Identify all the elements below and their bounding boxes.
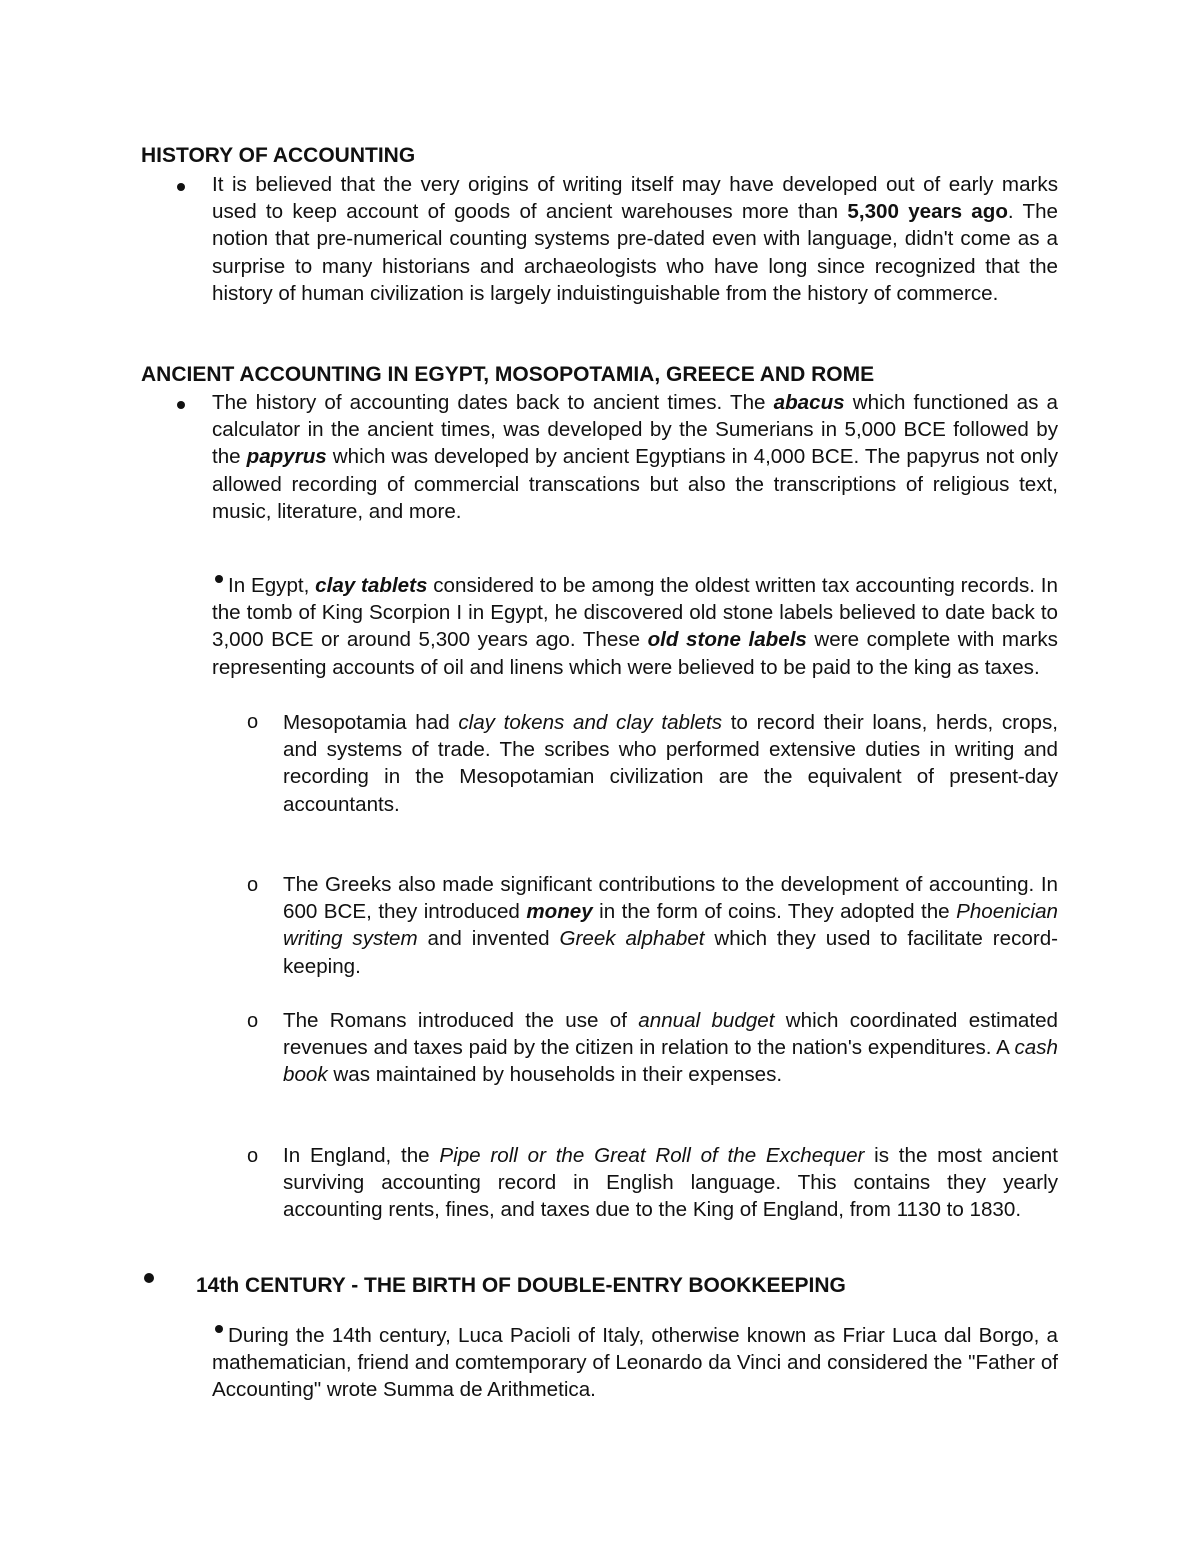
heading-14th-century: 14th CENTURY - THE BIRTH OF DOUBLE-ENTRY BOOKKEEPING — [196, 1274, 846, 1297]
heading-history-of-accounting: HISTORY OF ACCOUNTING — [141, 144, 416, 167]
sub-bullet-icon: o — [247, 1145, 259, 1167]
paragraph-egypt-clay-tablets: In Egypt, clay tablets considered to be among the oldest written tax accounting records. In the tomb of King Scorpion I in Egypt, he discovered old stone labels believed to date back to 3,000 BCE or around 5,300 years ago. These old stone labels were complete with marks representing accounts of oil and linens which were believed to be paid to the king as taxes. — [212, 574, 1058, 679]
bullet-icon — [177, 183, 185, 191]
paragraph-romans: The Romans introduced the use of annual budget which coordinated estimated revenues and taxes paid by the citizen in relation to the nation's expenditures. A cash book was maintained by households in their expenses. — [283, 1009, 1058, 1087]
sub-bullet-icon: o — [247, 711, 259, 733]
sub-bullet-icon: o — [247, 1010, 259, 1032]
paragraph-england: In England, the Pipe roll or the Great Roll of the Exchequer is the most ancient surviving accounting record in English language. This contains they yearly accounting rents, fines, and taxes due to the King of England, from 1130 to 1830. — [283, 1144, 1058, 1222]
heading-ancient-accounting: ANCIENT ACCOUNTING IN EGYPT, MOSOPOTAMIA, GREECE AND ROME — [141, 363, 875, 386]
sub-bullet-icon: o — [247, 874, 259, 896]
paragraph-history-origins: It is believed that the very origins of writing itself may have developed out of early marks used to keep account of goods of ancient warehouses more than 5,300 years ago. The notion that pre-numerical counting systems pre-dated even with language, didn't come as a surprise to many historians and archaeologists who have long since recognized that the history of human civilization is largely induistinguishable from the history of commerce. — [212, 173, 1059, 305]
bullet-icon — [177, 401, 185, 409]
paragraph-abacus-papyrus: The history of accounting dates back to ancient times. The abacus which functioned as a calculator in the ancient times, was developed by the Sumerians in 5,000 BCE followed by the papyrus which was developed by ancient Egyptians in 4,000 BCE. The papyrus not only allowed recording of commercial transcations but also the transcriptions of religious text, music, literature, and more. — [212, 391, 1058, 523]
paragraph-luca-pacioli: During the 14th century, Luca Pacioli of Italy, otherwise known as Friar Luca dal Borgo, a mathematician, friend and comtemporary of Leonardo da Vinci and considered the "Father of Accounting" wrote Summa de Arithmetica. — [212, 1324, 1058, 1402]
paragraph-greeks: The Greeks also made significant contributions to the development of accounting. In 600 BCE, they introduced money in the form of coins. They adopted the Phoenician writing system and invented Greek alphabet which they used to facilitate record-keeping. — [283, 873, 1059, 978]
bullet-icon — [144, 1273, 154, 1283]
paragraph-mesopotamia: Mesopotamia had clay tokens and clay tablets to record their loans, herds, crops, and systems of trade. The scribes who performed extensive duties in writing and recording in the Mesopotamian civilization are the equivalent of present-day accountants. — [283, 711, 1058, 816]
